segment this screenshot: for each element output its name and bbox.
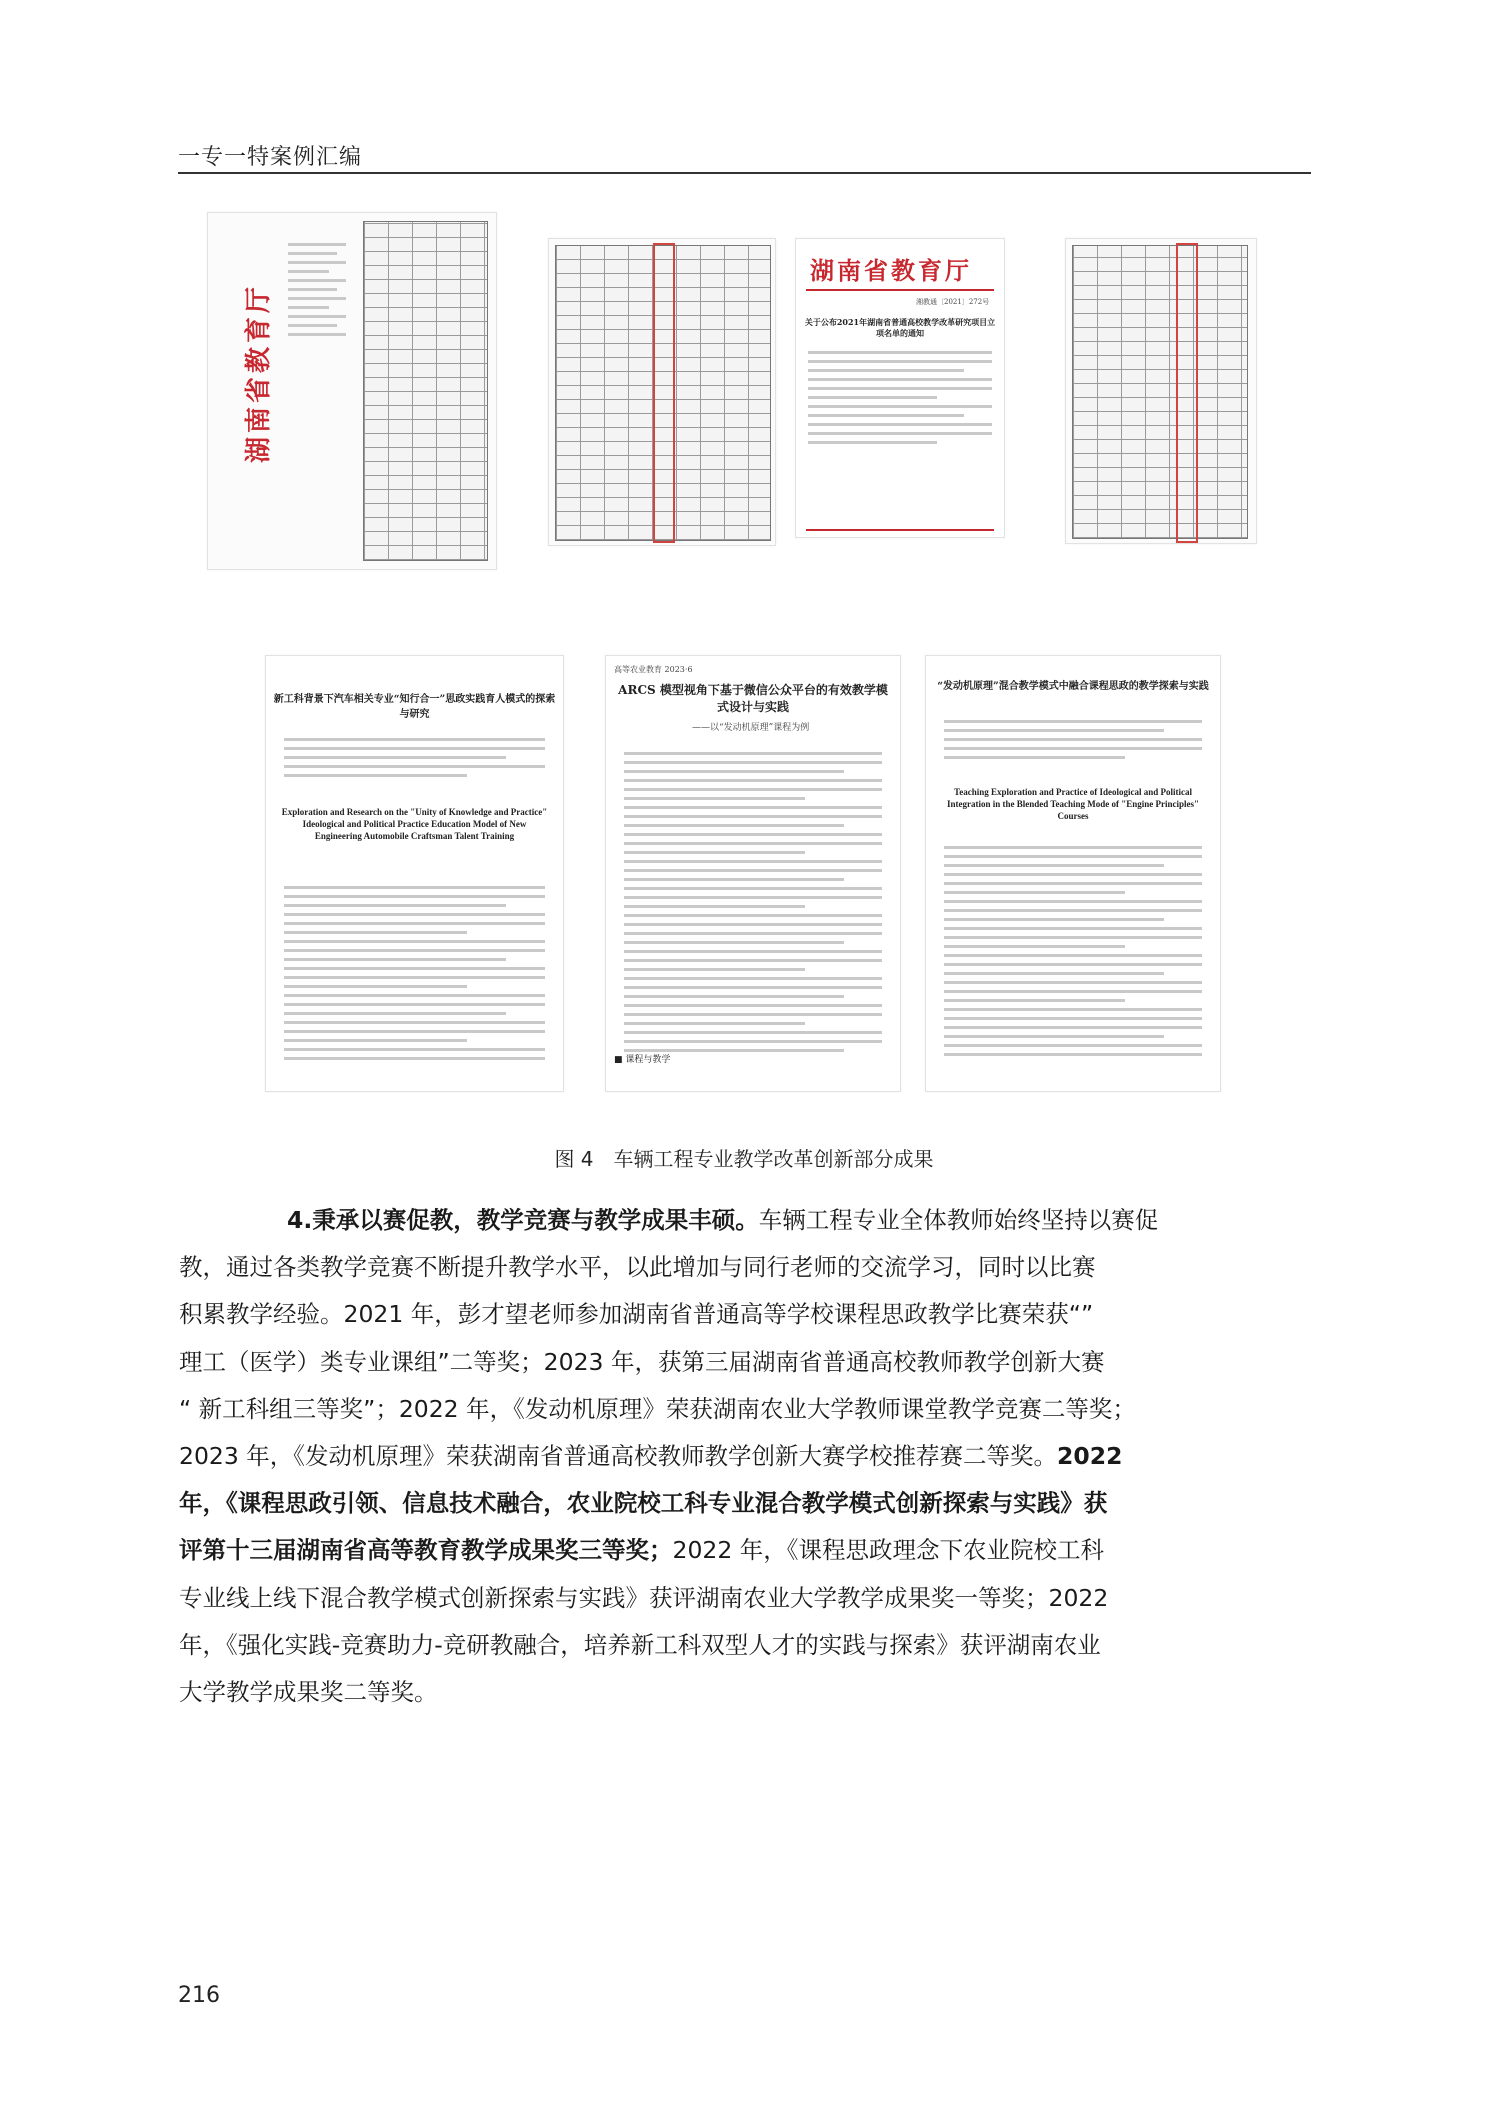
paper1-abstract-lines: [284, 738, 545, 783]
body-line-text: “ 新工科组三等奖”；2022 年，《发动机原理》荣获湖南农业大学教师课堂教学竞赛二等奖；: [179, 1394, 1136, 1423]
paper3-title: “发动机原理”混合教学模式中融合课程思政的教学探索与实践: [937, 681, 1209, 692]
paper2-subtitle: ——以“发动机原理”课程为例: [692, 723, 810, 733]
highlight-column-2: [1176, 243, 1198, 543]
body-line-text: 2022 年，《课程思政理念下农业院校工科: [672, 1536, 1105, 1565]
figure-thumb-paper-3: [925, 655, 1221, 1092]
body-line: [179, 1386, 1311, 1433]
body-line: [179, 1291, 1311, 1338]
paper1-title: 新工科背景下汽车相关专业“知行合一”思政实践育人模式的探索与研究: [273, 694, 556, 720]
figure-thumb-notice-doc: [795, 238, 1005, 538]
body-line-text: 2023 年，《发动机原理》荣获湖南省普通高校教师教学创新大赛学校推荐赛二等奖。: [179, 1441, 1058, 1470]
paper3-abstract-lines: [944, 720, 1203, 765]
body-line: [179, 1339, 1311, 1386]
body-line-text: 积累教学经验。2021 年，彭才望老师参加湖南省普通高等学校课程思政教学比赛荣获“”: [179, 1300, 1094, 1329]
list-table: [1072, 245, 1248, 539]
doc1-text-lines: [288, 243, 346, 342]
body-line: [179, 1575, 1311, 1622]
rotated-table: [363, 221, 488, 561]
paper3-en-title: Teaching Exploration and Practice of Ideological and Political Integration in the Blended Teaching Mode of "Engine Principles" Courses: [946, 787, 1199, 821]
page-number: 216: [178, 1983, 220, 2008]
paper2-title: ARCS 模型视角下基于微信公众平台的有效教学模式设计与实践: [618, 683, 888, 714]
doc3-number: 湘教通〔2021〕272号: [916, 298, 990, 306]
body-line: [233, 1197, 1311, 1244]
body-line-text: 年，《强化实践-竞赛助力-竞研教融合，培养新工科双型人才的实践与探索》获评湖南农业: [179, 1630, 1101, 1659]
body-line: [179, 1527, 1311, 1574]
body-line: [179, 1244, 1311, 1291]
figure-thumb-paper-1: [265, 655, 564, 1092]
figure-caption: 图 4 车辆工程专业教学改革创新部分成果: [554, 1147, 934, 1171]
body-line: [179, 1433, 1311, 1480]
body-line: [179, 1669, 1311, 1716]
paper2-body-lines: [624, 752, 883, 1058]
header-rule: [178, 172, 1311, 174]
body-bold-line: 年，《课程思政引领、信息技术融合，农业院校工科专业混合教学模式创新探索与实践》获: [179, 1489, 1108, 1518]
paper2-footer: ■ 课程与教学: [614, 1055, 671, 1065]
doc3-red-title: 湖南省教育厅: [810, 256, 972, 285]
paper1-en-title: Exploration and Research on the "Unity of Knowledge and Practice" Ideological and Political Practice Education Model of New Engineering Automobile Craftsman Talent Training: [281, 807, 548, 841]
paper1-body-lines: [284, 886, 545, 1066]
body-line-text: 专业线上线下混合教学模式创新探索与实践》获评湖南农业大学教学成果奖一等奖；2022: [179, 1583, 1109, 1612]
doc3-bottom-rule: [806, 529, 994, 531]
body-line: [179, 1480, 1311, 1527]
doc3-title: 关于公布2021年湖南省普通高校教学改革研究项目立项名单的通知: [804, 317, 996, 338]
body-bold-tail: 2022: [1057, 1441, 1123, 1470]
body-bold-lead: 评第十三届湖南省高等教育教学成果奖三等奖；: [179, 1536, 673, 1565]
body-line-text: 大学教学成果奖二等奖。: [179, 1677, 438, 1706]
figure-thumb-list-table: [1065, 238, 1257, 544]
paper3-body-lines: [944, 846, 1203, 1062]
doc1-red-title: 湖南省教育厅: [244, 282, 274, 463]
doc3-text-lines: [808, 351, 991, 450]
body-bold-lead: 4.秉承以赛促教，教学竞赛与教学成果丰硕。: [287, 1206, 759, 1234]
paper2-header: 高等农业教育 2023·6: [614, 665, 693, 674]
body-line: [179, 1622, 1311, 1669]
figure-thumb-approval-doc-rotated: [207, 212, 497, 570]
figure-thumb-paper-2: [605, 655, 901, 1092]
doc3-red-rule: [806, 289, 994, 291]
body-line-text: 教，通过各类教学竞赛不断提升教学水平，以此增加与同行老师的交流学习，同时以比赛: [179, 1253, 1096, 1282]
figure-thumb-project-table: [548, 238, 776, 546]
highlight-column: [653, 243, 675, 543]
body-line-text: 车辆工程专业全体教师始终坚持以赛促: [758, 1206, 1159, 1234]
body-paragraph: [179, 1197, 1311, 1716]
body-line-text: 理工（医学）类专业课组”二等奖；2023 年，获第三届湖南省普通高校教师教学创新大赛: [179, 1347, 1105, 1376]
running-header: 一专一特案例汇编: [178, 145, 363, 170]
